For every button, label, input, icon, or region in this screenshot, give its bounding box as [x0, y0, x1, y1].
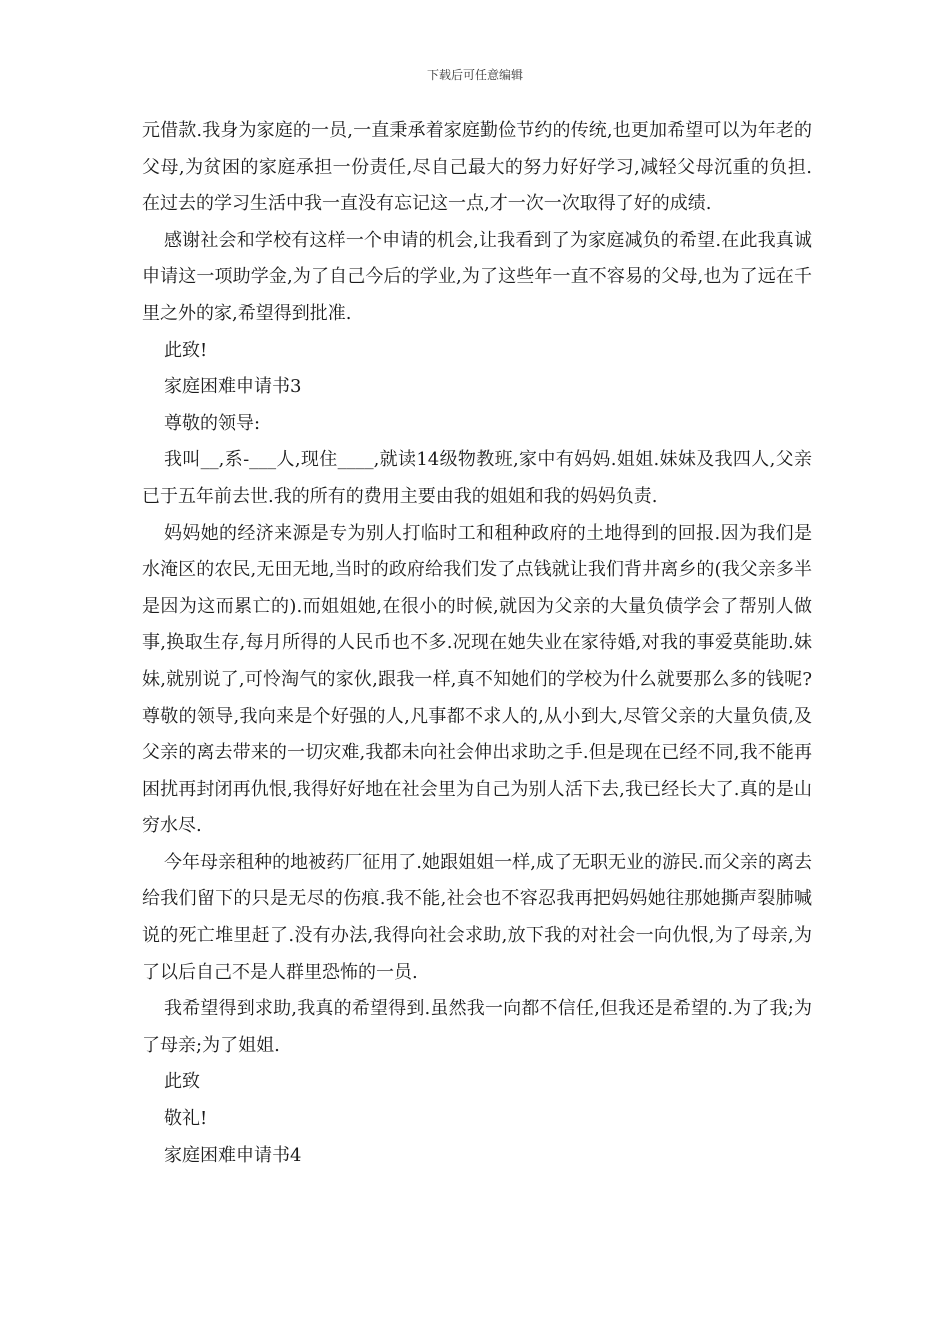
- document-body: [142, 113, 812, 1174]
- page-header: 下载后可任意编辑: [426, 68, 523, 82]
- greeting: 尊敬的领导:: [164, 412, 261, 434]
- paragraph-mother-land: 今年母亲租种的地被药厂征用了.她跟姐姐一样,成了无职无业的游民.而父亲的离去给我们留下的只是无尽的伤痕.我不能,社会也不容忍我再把妈妈她往那她撕声裂肺喊说的死亡堆里赶了.没有办法,我得向社会求助,放下我的对社会一向仇恨,为了母亲,为了以后自己不是人群里恐怖的一员.: [142, 851, 812, 983]
- closing-cizhi: 此致: [164, 1071, 200, 1093]
- paragraph-thanks: 感谢社会和学校有这样一个申请的机会,让我看到了为家庭减负的希望.在此我真诚申请这一项助学金,为了自己今后的学业,为了这些年一直不容易的父母,也为了远在千里之外的家,希望得到批准.: [142, 229, 812, 324]
- paragraph-hope: 我希望得到求助,我真的希望得到.虽然我一向都不信任,但我还是希望的.为了我;为了母亲;为了姐姐.: [142, 998, 812, 1056]
- paragraph-family-situation: 妈妈她的经济来源是专为别人打临时工和租种政府的土地得到的回报.因为我们是水淹区的农民,无田无地,当时的政府给我们发了点钱就让我们背井离乡的(我父亲多半是因为这而累亡的).而姐姐她,在很小的时候,就因为父亲的大量负债学会了帮别人做事,换取生存,每月所得的人民币也不多.况现在她失业在家待婚,对我的事爱莫能助.妹妹,就别说了,可怜淘气的家伙,跟我一样,真不知她们的学校为什么就要那么多的钱呢?尊敬的领导,我向来是个好强的人,凡事都不求人的,从小到大,尽管父亲的大量负债,及父亲的离去带来的一切灾难,我都未向社会伸出求助之手.但是现在已经不同,我不能再困扰再封闭再仇恨,我得好好地在社会里为自己为别人活下去,我已经长大了.真的是山穷水尽.: [142, 522, 812, 837]
- paragraph-introduction: 我叫__,系-___人,现住____,就读14级物教班,家中有妈妈.姐姐.妹妹及我四人,父亲已于五年前去世.我的所有的费用主要由我的姐姐和我的妈妈负责.: [142, 449, 812, 507]
- section-title-3: 家庭困难申请书3: [164, 376, 302, 398]
- closing-jingli: 敬礼!: [164, 1108, 208, 1130]
- paragraph-loan-continuation: 元借款.我身为家庭的一员,一直秉承着家庭勤俭节约的传统,也更加希望可以为年老的父母,为贫困的家庭承担一份责任,尽自己最大的努力好好学习,减轻父母沉重的负担.在过去的学习生活中我一直没有忘记这一点,才一次一次取得了好的成绩.: [142, 120, 812, 215]
- closing-salutation: 此致!: [164, 339, 208, 361]
- section-title-4: 家庭困难申请书4: [164, 1144, 302, 1166]
